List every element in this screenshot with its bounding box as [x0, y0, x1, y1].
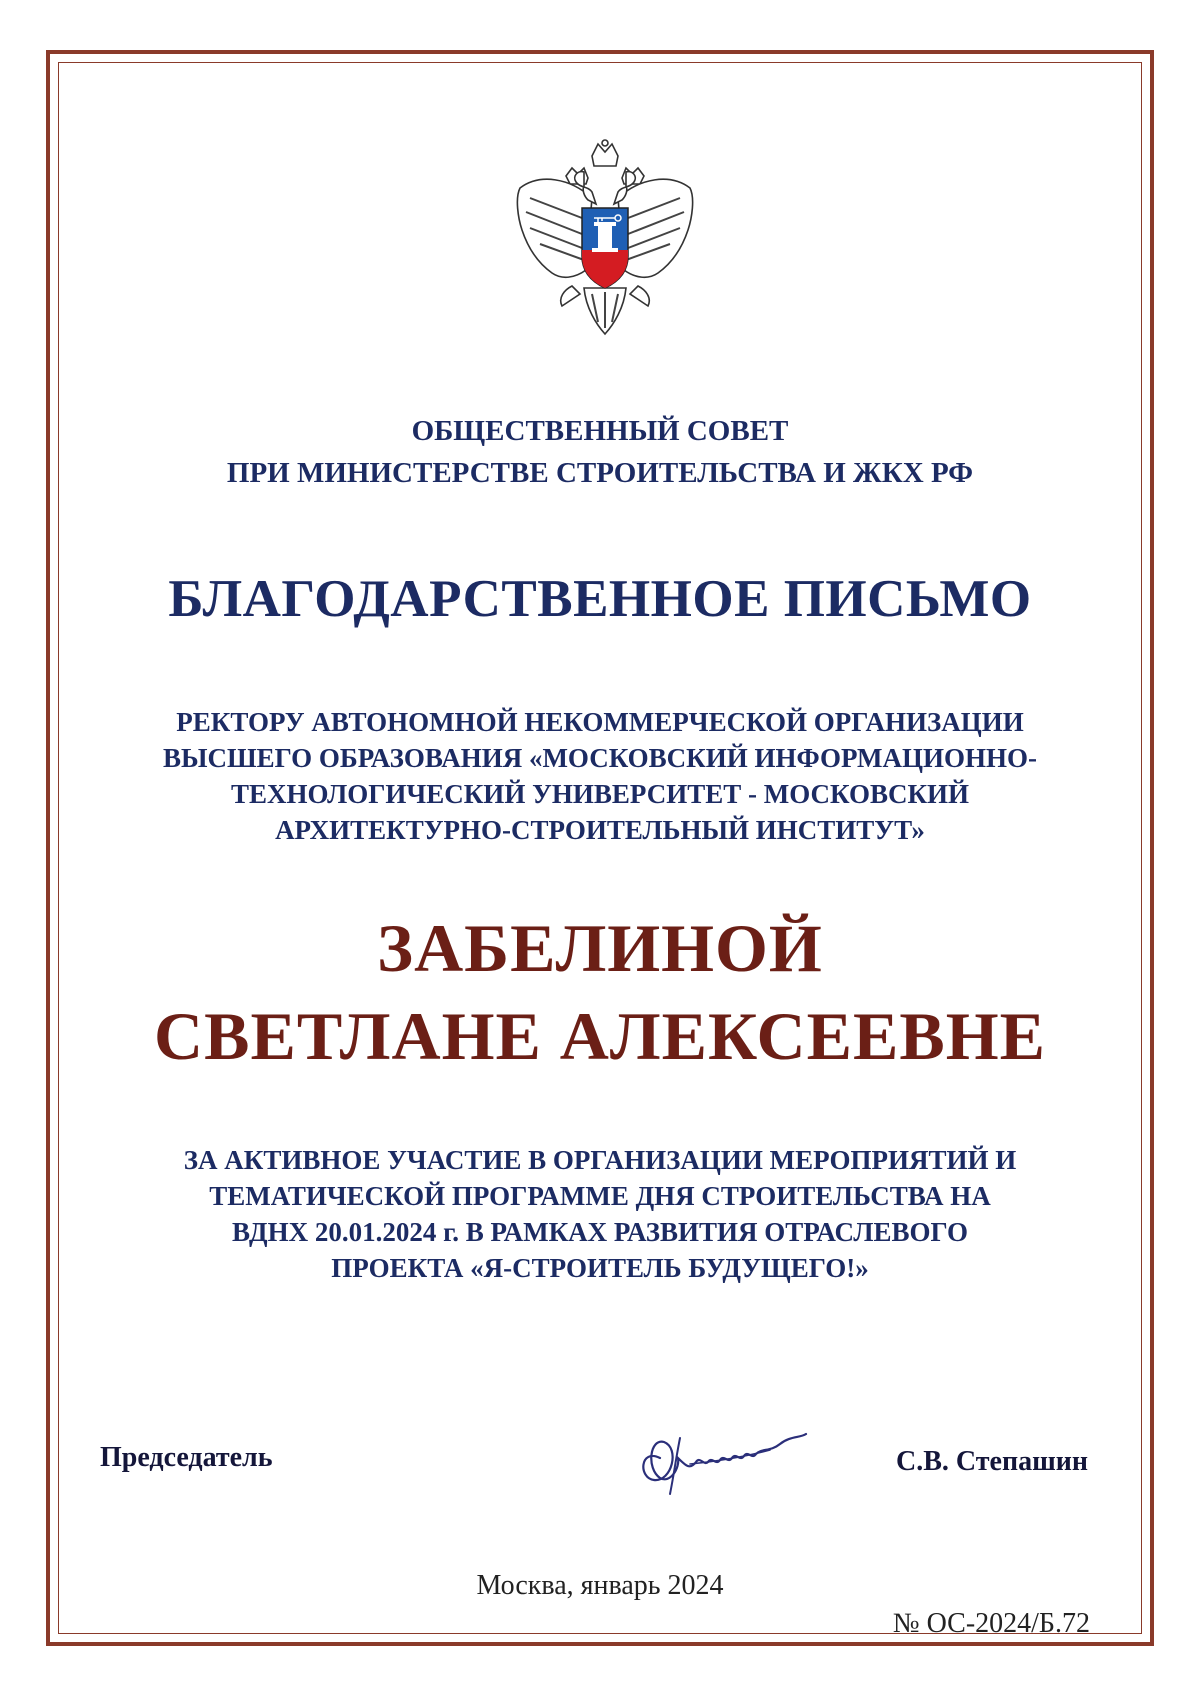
- recipient-line: ТЕХНОЛОГИЧЕСКИЙ УНИВЕРСИТЕТ - МОСКОВСКИЙ: [230, 779, 970, 809]
- recipient-line: АРХИТЕКТУРНО-СТРОИТЕЛЬНЫЙ ИНСТИТУТ»: [275, 815, 925, 845]
- ministry-eagle-emblem-icon: [500, 138, 710, 348]
- council-name-line-1: ОБЩЕСТВЕННЫЙ СОВЕТ: [411, 415, 789, 447]
- recipient-surname: ЗАБЕЛИНОЙ: [377, 910, 823, 986]
- reason-line: ТЕМАТИЧЕСКОЙ ПРОГРАММЕ ДНЯ СТРОИТЕЛЬСТВА НА: [209, 1181, 991, 1211]
- place-and-date: Москва, январь 2024: [476, 1570, 724, 1601]
- recipient-text: [60, 704, 1140, 848]
- council-name: [60, 410, 1140, 494]
- council-name-line-2: ПРИ МИНИСТЕРСТВЕ СТРОИТЕЛЬСТВА И ЖКХ РФ: [226, 457, 974, 489]
- recipient-person-name: [60, 904, 1140, 1080]
- document-number: № ОС-2024/Б.72: [892, 1608, 1090, 1639]
- signer-title: Председатель: [100, 1442, 273, 1473]
- award-reason: [60, 1142, 1140, 1286]
- reason-line: ЗА АКТИВНОЕ УЧАСТИЕ В ОРГАНИЗАЦИИ МЕРОПРИЯТИЙ И: [183, 1145, 1017, 1175]
- recipient-line: РЕКТОРУ АВТОНОМНОЙ НЕКОММЕРЧЕСКОЙ ОРГАНИЗАЦИИ: [176, 707, 1024, 737]
- reason-line: ВДНХ 20.01.2024 г. В РАМКАХ РАЗВИТИЯ ОТРАСЛЕВОГО: [232, 1217, 968, 1247]
- document-title: БЛАГОДАРСТВЕННОЕ ПИСЬМО: [168, 570, 1032, 628]
- reason-line: ПРОЕКТА «Я-СТРОИТЕЛЬ БУДУЩЕГО!»: [331, 1253, 869, 1283]
- signer-name: С.В. Степашин: [896, 1446, 1088, 1477]
- handwritten-signature: [620, 1408, 820, 1498]
- recipient-line: ВЫСШЕГО ОБРАЗОВАНИЯ «МОСКОВСКИЙ ИНФОРМАЦИОННО-: [162, 743, 1037, 773]
- recipient-given-names: СВЕТЛАНЕ АЛЕКСЕЕВНЕ: [154, 998, 1046, 1074]
